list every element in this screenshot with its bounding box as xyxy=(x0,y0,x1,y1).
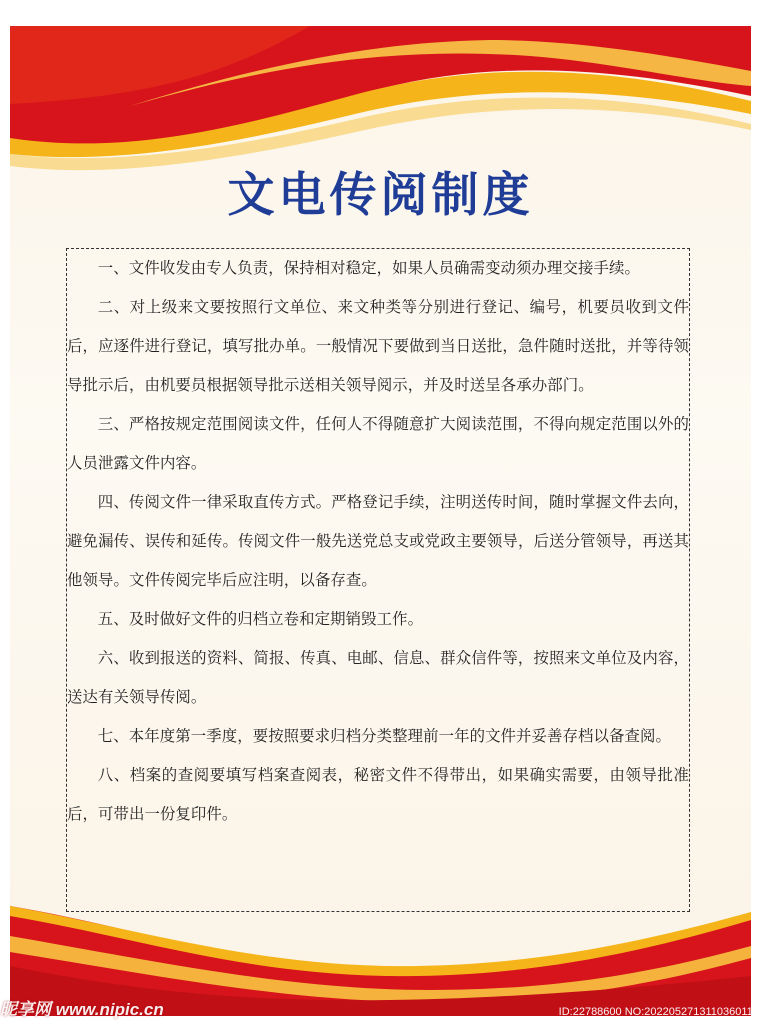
regulation-item-3: 三、严格按规定范围阅读文件，任何人不得随意扩大阅读范围，不得向规定范围以外的人员泄露文件内容。 xyxy=(67,415,689,472)
poster-title: 文电传阅制度 xyxy=(227,168,534,223)
poster xyxy=(10,26,751,1016)
site-watermark: 昵享网 www.nipic.cn xyxy=(0,1000,164,1019)
regulation-item-6: 六、收到报送的资料、简报、传真、电邮、信息、群众信件等，按照来文单位及内容，送达有关领导传阅。 xyxy=(67,649,689,706)
regulation-item-4: 四、传阅文件一律采取直传方式。严格登记手续，注明送传时间，随时掌握文件去向，避免漏传、误传和延传。传阅文件一般先送党总支或党政主要领导，后送分管领导，再送其他领导。文件传阅完毕后应注明，以备存查。 xyxy=(67,493,689,589)
regulation-item-7: 七、本年度第一季度，要按照要求归档分类整理前一年的文件并妥善存档以备查阅。 xyxy=(97,727,671,745)
regulation-item-8: 八、档案的查阅要填写档案查阅表，秘密文件不得带出，如果确实需要，由领导批准后，可带出一份复印件。 xyxy=(67,766,689,823)
regulation-item-1: 一、文件收发由专人负责，保持相对稳定，如果人员确需变动须办理交接手续。 xyxy=(97,259,640,277)
regulation-text-box xyxy=(66,248,690,912)
top-ribbon-decoration xyxy=(10,26,751,186)
regulation-item-2: 二、对上级来文要按照行文单位、来文种类等分别进行登记、编号，机要员收到文件后，应逐件进行登记，填写批办单。一般情况下要做到当日送批，急件随时送批，并等待领导批示后，由机要员根据领导批示送相关领导阅示，并及时送呈各承办部门。 xyxy=(67,298,689,394)
regulation-item-5: 五、及时做好文件的归档立卷和定期销毁工作。 xyxy=(97,610,424,628)
image-id-watermark: ID:22788600 NO:20220527131103601106 xyxy=(558,1006,765,1018)
